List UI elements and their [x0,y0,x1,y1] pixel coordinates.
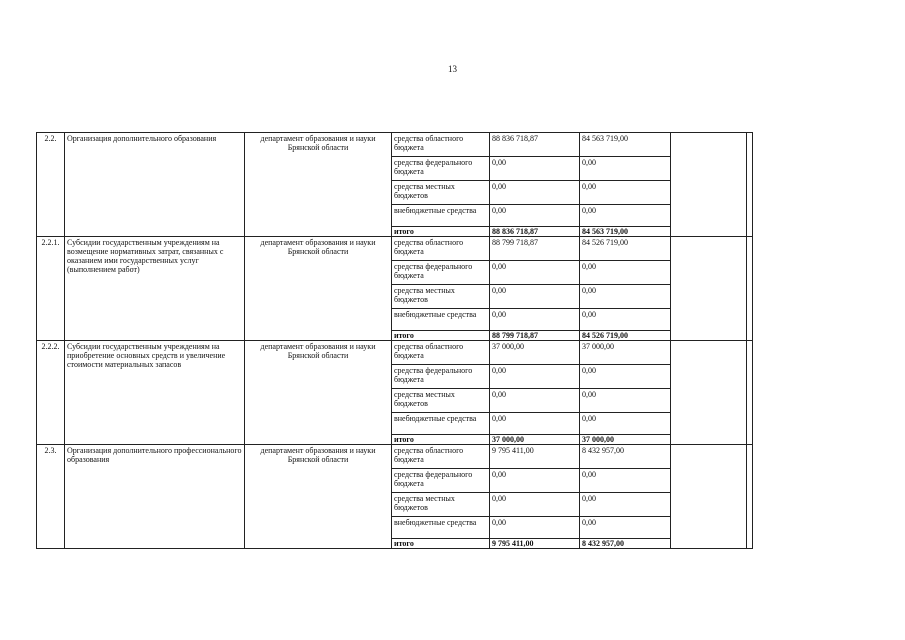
empty-cell [671,133,747,237]
total-year-2: 84 563 719,00 [580,227,671,237]
empty-cell [671,341,747,445]
total-label: итого [392,435,490,445]
amount-year-1: 0,00 [490,517,580,539]
amount-year-2: 0,00 [580,309,671,331]
amount-year-1: 0,00 [490,261,580,285]
empty-cell [671,445,747,549]
funding-source: внебюджетные средства [392,205,490,227]
amount-year-1: 0,00 [490,389,580,413]
amount-year-2: 0,00 [580,285,671,309]
item-department: департамент образования и науки Брянской области [245,237,392,341]
table-row [37,237,753,261]
amount-year-1: 0,00 [490,157,580,181]
amount-year-1: 0,00 [490,205,580,227]
funding-source: средства местных бюджетов [392,493,490,517]
amount-year-1: 88 836 718,87 [490,133,580,157]
funding-source: средства местных бюджетов [392,285,490,309]
funding-source: внебюджетные средства [392,517,490,539]
total-label: итого [392,539,490,549]
amount-year-2: 0,00 [580,493,671,517]
funding-source: средства областного бюджета [392,133,490,157]
amount-year-2: 0,00 [580,261,671,285]
amount-year-2: 0,00 [580,365,671,389]
amount-year-2: 84 563 719,00 [580,133,671,157]
budget-table [36,132,753,549]
empty-cell-narrow [747,445,753,549]
amount-year-2: 0,00 [580,205,671,227]
amount-year-1: 0,00 [490,469,580,493]
total-year-1: 88 836 718,87 [490,227,580,237]
funding-source: средства областного бюджета [392,237,490,261]
item-name: Субсидии государственным учреждениям на возмещение нормативных затрат, связанных с оказанием ими государственных услуг (выполнением работ) [65,237,245,341]
item-number: 2.2.2. [37,341,65,445]
total-year-1: 37 000,00 [490,435,580,445]
funding-source: внебюджетные средства [392,413,490,435]
total-year-2: 84 526 719,00 [580,331,671,341]
amount-year-2: 0,00 [580,157,671,181]
total-label: итого [392,227,490,237]
funding-source: средства федерального бюджета [392,469,490,493]
amount-year-2: 0,00 [580,517,671,539]
total-year-1: 88 799 718,87 [490,331,580,341]
budget-table-body [37,133,753,549]
total-year-2: 8 432 957,00 [580,539,671,549]
amount-year-2: 0,00 [580,413,671,435]
total-year-1: 9 795 411,00 [490,539,580,549]
table-row [37,341,753,365]
funding-source: средства федерального бюджета [392,261,490,285]
total-year-2: 37 000,00 [580,435,671,445]
item-name: Организация дополнительного образования [65,133,245,237]
funding-source: средства областного бюджета [392,445,490,469]
empty-cell [671,237,747,341]
empty-cell-narrow [747,237,753,341]
amount-year-1: 88 799 718,87 [490,237,580,261]
total-label: итого [392,331,490,341]
amount-year-1: 0,00 [490,413,580,435]
funding-source: средства областного бюджета [392,341,490,365]
amount-year-1: 9 795 411,00 [490,445,580,469]
amount-year-1: 0,00 [490,365,580,389]
item-number: 2.2.1. [37,237,65,341]
amount-year-1: 0,00 [490,181,580,205]
page-number: 13 [448,64,457,74]
amount-year-2: 37 000,00 [580,341,671,365]
empty-cell-narrow [747,341,753,445]
amount-year-1: 0,00 [490,493,580,517]
amount-year-2: 0,00 [580,469,671,493]
funding-source: внебюджетные средства [392,309,490,331]
amount-year-2: 84 526 719,00 [580,237,671,261]
item-department: департамент образования и науки Брянской области [245,341,392,445]
amount-year-1: 37 000,00 [490,341,580,365]
item-number: 2.2. [37,133,65,237]
item-name: Организация дополнительного профессионального образования [65,445,245,549]
item-number: 2.3. [37,445,65,549]
funding-source: средства федерального бюджета [392,365,490,389]
item-department: департамент образования и науки Брянской области [245,133,392,237]
amount-year-2: 8 432 957,00 [580,445,671,469]
funding-source: средства местных бюджетов [392,389,490,413]
amount-year-2: 0,00 [580,181,671,205]
table-row [37,133,753,157]
amount-year-1: 0,00 [490,285,580,309]
item-department: департамент образования и науки Брянской области [245,445,392,549]
funding-source: средства федерального бюджета [392,157,490,181]
amount-year-1: 0,00 [490,309,580,331]
empty-cell-narrow [747,133,753,237]
table-row [37,445,753,469]
amount-year-2: 0,00 [580,389,671,413]
funding-source: средства местных бюджетов [392,181,490,205]
item-name: Субсидии государственным учреждениям на приобретение основных средств и увеличение стоимости материальных запасов [65,341,245,445]
